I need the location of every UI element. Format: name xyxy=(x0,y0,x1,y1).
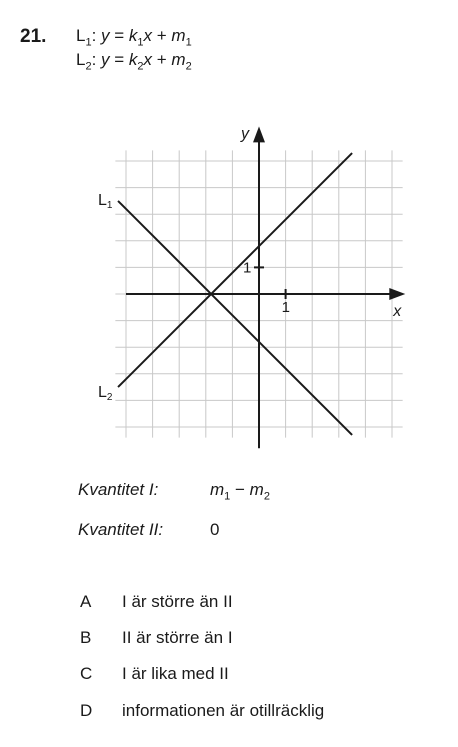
eq2-line-sub: 2 xyxy=(85,60,92,73)
eq2-equals: = xyxy=(109,50,129,69)
eq2-m-sub: 2 xyxy=(185,60,192,73)
eq2-k-sub: 2 xyxy=(137,60,144,73)
quantity-2-label: Kvantitet II: xyxy=(78,520,164,539)
eq2-plus: + xyxy=(152,50,172,69)
option-b-text: II är större än I xyxy=(122,628,233,647)
eq2-x: x xyxy=(143,50,153,69)
quantity-1-minus: − xyxy=(230,480,250,499)
series-label-l2: L2 xyxy=(98,384,113,404)
quantity-1 xyxy=(78,480,270,502)
option-a-text: I är större än II xyxy=(122,592,233,611)
eq1-m: m xyxy=(171,26,186,45)
eq2-k: k xyxy=(128,50,138,69)
quantity-2 xyxy=(78,520,219,540)
eq2-y: y xyxy=(101,50,110,69)
eq1-x: x xyxy=(143,26,153,45)
quantity-2-value: 0 xyxy=(210,520,220,539)
quantity-1-m2: m xyxy=(249,480,264,499)
quantity-1-label: Kvantitet I: xyxy=(78,480,159,499)
eq1-colon: : xyxy=(91,26,102,45)
series-label-l1: L1 xyxy=(98,191,113,211)
question-number: 21. xyxy=(20,26,47,47)
y-axis-arrow-icon xyxy=(253,126,265,142)
option-c-text: I är lika med II xyxy=(122,664,229,683)
eq1-equals: = xyxy=(109,26,129,45)
eq2-line-name: L xyxy=(76,50,86,69)
x-axis-label: x xyxy=(393,303,402,320)
option-d-text: informationen är otillräcklig xyxy=(122,701,325,720)
y-axis-label: y xyxy=(241,125,249,143)
option-d[interactable] xyxy=(80,701,324,721)
eq1-plus: + xyxy=(152,26,172,45)
option-c-letter: C xyxy=(80,664,93,683)
eq1-k-sub: 1 xyxy=(137,36,144,49)
option-a-letter: A xyxy=(80,592,92,611)
equation-line-1 xyxy=(76,26,192,48)
series-line-l2 xyxy=(118,153,352,387)
quantity-1-m1: m xyxy=(210,480,225,499)
x-axis-arrow-icon xyxy=(389,288,405,300)
eq1-y: y xyxy=(101,26,110,45)
series-line-l1 xyxy=(118,201,352,435)
y-tick-label: 1 xyxy=(243,259,252,277)
option-c[interactable] xyxy=(80,664,229,684)
eq1-line-name: L xyxy=(76,26,86,45)
eq2-m: m xyxy=(171,50,186,69)
quantity-1-m1-sub: 1 xyxy=(224,490,231,503)
option-d-letter: D xyxy=(80,701,93,720)
option-b[interactable] xyxy=(80,628,233,648)
eq2-colon: : xyxy=(91,50,102,69)
x-tick-label: 1 xyxy=(281,299,290,316)
eq1-line-sub: 1 xyxy=(85,36,92,49)
option-a[interactable] xyxy=(80,592,233,612)
equation-line-2 xyxy=(76,50,192,72)
option-b-letter: B xyxy=(80,628,92,647)
coordinate-graph xyxy=(76,112,446,462)
eq1-k: k xyxy=(128,26,138,45)
eq1-m-sub: 1 xyxy=(185,36,192,49)
quantity-1-m2-sub: 2 xyxy=(263,490,270,503)
